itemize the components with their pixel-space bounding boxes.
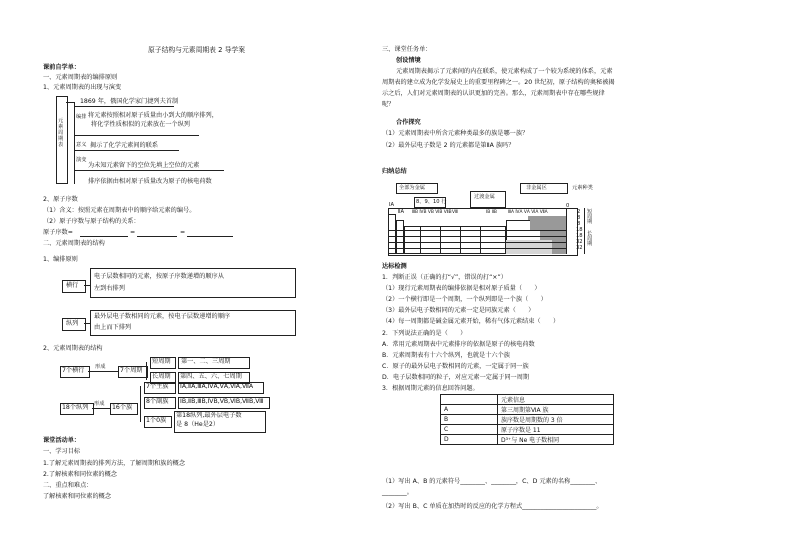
underline <box>74 170 224 171</box>
group-viii-label: Ⅷ <box>452 210 458 215</box>
arrow <box>92 408 110 409</box>
activity-heading: 课堂活动单： <box>43 437 81 444</box>
groups-16-label: 16个族 <box>112 404 133 411</box>
table-key: D <box>441 435 498 445</box>
group-ia-label: ⅠA <box>389 202 395 208</box>
periods-7-label: 7个周期 <box>120 367 143 374</box>
question-3: 3．根据周期元素的信息回答问题。 <box>382 385 479 392</box>
nonmetal-label: 非金属区 <box>526 185 547 191</box>
timeline-item: 为未知元素留下的空位先填上空位的元素 <box>88 162 200 169</box>
short-period-label: 短周期 <box>152 358 171 365</box>
ib-iib-label: ⅠB ⅡB <box>486 210 497 215</box>
table-cell <box>396 220 404 254</box>
question-2-option: A．常用元素周期表中元素排序的依据是原子的核电荷数 <box>382 341 535 348</box>
species-count: 2 <box>577 209 581 215</box>
columns-18-label: 18个纵列 <box>62 404 89 411</box>
question-2: 2．下列说法正确的是（ ） <box>382 330 467 337</box>
column-text-1: 最外层电子数相同的元素，按电子层数递增的顺序 <box>94 313 231 320</box>
group-zero-label: 0 <box>566 203 570 209</box>
question-2-option: D．电子层数相同的粒子，对应元素一定属于同一周期 <box>382 374 530 381</box>
blank-line <box>80 236 128 237</box>
table-key: A <box>441 405 498 415</box>
row-label: 横行 <box>66 282 79 289</box>
long-period-side: 长周期 <box>587 231 593 247</box>
equals-sign: = <box>180 229 186 236</box>
species-label: 元素种类 <box>572 185 593 191</box>
section-1-heading: 一、元素周期表的编排原则 <box>43 74 118 81</box>
underline <box>74 150 179 151</box>
goal-heading: 一、学习目标 <box>43 448 81 455</box>
species-count: 32 <box>576 239 583 245</box>
connector <box>74 102 75 176</box>
question-1-item: （2）一个横行即是一个周期，一个纵列即是一个族（ ） <box>382 296 547 303</box>
atomic-number-definition: （1）含义：按照元素在周期表中的顺序给元素的编号。 <box>43 207 196 214</box>
scenario-line: 周期表的建立成为化学发展史上的重要里程碑之一。20 世纪初，原子结构的奥秘被揭 <box>382 79 615 86</box>
a-groups-label: ⅢA ⅣA ⅤA ⅥA ⅦA <box>508 210 548 215</box>
table-value: 原子序数是 11 <box>498 425 614 435</box>
question-1-item: （4）每一周期都是碱金属元素开始，稀有气体元素结束（ ） <box>382 318 560 325</box>
section-2-heading: 二、元素周期表的结构 <box>43 240 105 247</box>
group-iia-label: ⅡA <box>398 209 405 215</box>
grid-line <box>388 236 566 237</box>
preview-heading: 课前自学单： <box>43 64 81 71</box>
timeline-item: 1869 年，俄国化学家门捷列夫首制 <box>80 98 179 105</box>
species-count: 32 <box>576 245 583 251</box>
grid-line <box>388 242 566 243</box>
element-info-table <box>440 394 614 445</box>
grid-line <box>388 230 566 231</box>
grid-line <box>566 208 567 254</box>
long-period-label: 长周期 <box>152 373 171 380</box>
formed-label: 形成 <box>94 401 105 407</box>
zero-group-items-2: 是 8（He是2） <box>176 421 220 428</box>
question-3-1-cont: ________。 <box>382 489 413 496</box>
question-3-2: （2）写出 B、C 单质在加热时的反应的化学方程式________________________。 <box>382 503 603 510</box>
section-2-2-heading: 2、元素周期表的结构 <box>43 345 103 352</box>
question-2-option: C．原子的最外层电子数相同的元素，一定属于同一族 <box>382 363 529 370</box>
rows-7-label: 7个横行 <box>62 367 85 374</box>
timeline-tag: 意义 <box>76 142 87 148</box>
short-period-side: 短周期 <box>587 209 593 225</box>
connector <box>74 176 75 184</box>
timeline-tag: 演变 <box>76 157 87 163</box>
zero-group-label: 1个0族 <box>146 417 167 424</box>
table-key: B <box>441 415 498 425</box>
goal-1: 1.了解元素周期表的排列方法，了解周期和族的概念 <box>43 460 186 467</box>
equals-sign: = <box>130 229 136 236</box>
check-heading: 达标检测 <box>382 263 407 270</box>
row-text-2: 左到右排列 <box>94 285 125 292</box>
arrow <box>88 371 118 372</box>
long-period-items: 第四、五、六、七周期 <box>180 373 242 380</box>
atomic-number-equation: 原子序数= <box>43 229 73 236</box>
grid-line <box>480 226 481 254</box>
key-point-1: 了解核素和同位素的概念 <box>43 493 112 500</box>
timeline-item: 揭示了化学元素间的联系 <box>90 142 159 149</box>
zero-group-items-1: 第18纵列,最外层电子数 <box>176 412 242 419</box>
underline <box>74 106 174 107</box>
table-row <box>441 425 614 435</box>
page-title: 原子结构与元素周期表 2 导学案 <box>148 46 246 54</box>
formed-label: 形成 <box>95 364 106 370</box>
b-groups-label: ⅢB ⅣB ⅤB ⅥB ⅦB <box>412 210 452 215</box>
main-groups-label: 7个主族 <box>146 383 169 390</box>
species-count: 8 <box>577 221 581 227</box>
transition-label: 过渡金属 <box>474 194 495 200</box>
cooperation-question-2: （2）最外层电子数是 2 的元素都是第ⅡA 族吗？ <box>382 142 515 149</box>
question-1-item: （1）现行元素周期表的编排依据是相对原子质量（ ） <box>382 285 541 292</box>
subgroups-items: ⅠB,ⅡB,ⅢB,ⅣB,ⅤB,ⅥB,ⅦB,Ⅷ <box>180 398 264 405</box>
table-value: 族序数是周期数的 3 倍 <box>498 415 614 425</box>
grid-line <box>440 226 441 254</box>
timeline-item: 将元素按照相对原子质量由小到大的顺序排列， <box>88 112 218 119</box>
section-1-2-heading: 2、原子序数 <box>43 196 78 203</box>
species-count: 18 <box>576 227 583 233</box>
table-row <box>441 435 614 445</box>
key-points-heading: 二、重点和难点： <box>43 482 93 489</box>
rows-8910-label: 8、9、10 行 <box>416 199 447 205</box>
table-key: C <box>441 425 498 435</box>
underline <box>74 135 199 136</box>
blank-line <box>137 236 177 237</box>
task-heading: 三、课堂任务单： <box>382 46 432 53</box>
section-2-1-heading: 1、编排原则 <box>43 256 78 263</box>
cooperation-question-1: （1）元素周期表中所含元素种类最多的族是哪一族？ <box>382 130 529 137</box>
blank-line <box>187 236 233 237</box>
column-text-2: 由上而下排列 <box>94 324 132 331</box>
question-1: 1．判断正误（正确的打“√”，错误的打“×”） <box>382 274 507 281</box>
question-1-item: （3）最外层电子数相同的元素一定是同族元素（ ） <box>382 307 535 314</box>
timeline-item: 将化学性质相似的元素放在一个纵列 <box>91 121 190 128</box>
scenario-heading: 创设情境 <box>396 57 421 64</box>
vertical-label: 元素周期表 <box>58 118 64 148</box>
grid-line <box>460 226 461 254</box>
main-groups-items: ⅠA,ⅡA,ⅢA,ⅣA,ⅤA,ⅥA,ⅦA <box>180 383 254 390</box>
column-label: 纵列 <box>66 320 79 327</box>
atomic-number-relation: （2）原子序数与原子结构的关系： <box>43 218 140 225</box>
goal-2: 2.了解核素和同位素的概念 <box>43 471 117 478</box>
connector <box>66 102 74 103</box>
cooperation-heading: 合作探究 <box>396 119 421 126</box>
scenario-line: 示之后，人们对元素周期表的认识更加的完善。那么，元素周期表中存在哪些规律 <box>382 90 605 97</box>
table-value: 第三周期第ⅥA 族 <box>498 405 614 415</box>
section-1-1-heading: 1、元素周期表的出现与演变 <box>43 84 122 91</box>
bracket <box>140 386 141 422</box>
species-count: 8 <box>577 215 581 221</box>
bracket <box>584 208 585 228</box>
bracket <box>146 362 147 380</box>
species-count: 18 <box>576 233 583 239</box>
subgroups-label: 8个副族 <box>146 398 169 405</box>
timeline-tag: 编排 <box>76 114 87 120</box>
table-header: 元素信息 <box>498 395 614 405</box>
question-3-1: （1）写出 A、B 的元素符号________、________，C、D 元素的名称________、 <box>382 478 602 485</box>
table-row <box>441 415 614 425</box>
grid-line <box>420 226 421 254</box>
scenario-line: 呢？ <box>382 101 395 108</box>
short-period-items: 第一、二、三周期 <box>181 358 231 365</box>
grid-line <box>388 248 566 249</box>
summary-heading: 归纳总结 <box>382 168 407 175</box>
scenario-line: 元素周期表揭示了元素间的内在联系，使元素构成了一个较为系统的体系，元素 <box>396 68 613 75</box>
row-text-1: 电子层数相同的元素，按原子序数递增的顺序从 <box>94 273 224 280</box>
nonmetal-shade <box>530 220 566 230</box>
bracket <box>584 228 585 254</box>
nonmetal-shade <box>540 230 566 240</box>
all-metal-label: 全部为金属 <box>399 185 425 191</box>
timeline-item: 排序依据由相对原子质量改为原子的核电荷数 <box>88 178 212 185</box>
table-row <box>441 405 614 415</box>
question-2-option: B．元素周期表有十六个纵列，也就是十六个族 <box>382 352 510 359</box>
table-value: D³⁺与 Ne 电子数相同 <box>498 435 614 445</box>
